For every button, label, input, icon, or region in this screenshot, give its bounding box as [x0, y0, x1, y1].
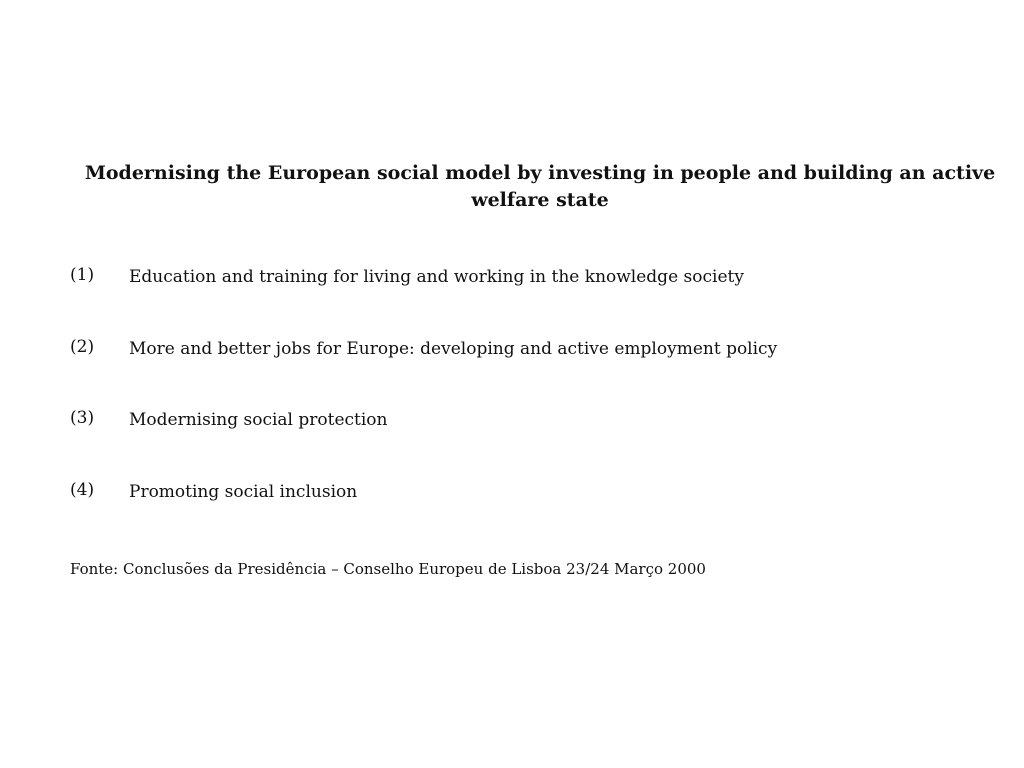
list-item-text: Modernising social protection [129, 410, 388, 430]
list-item-text: More and better jobs for Europe: developing and active employment policy [129, 338, 778, 359]
list-item-number: (4) [70, 479, 95, 500]
list-item-number: (1) [70, 265, 95, 285]
list-item [70, 266, 970, 338]
list-item-text: Education and training for living and working in the knowledge society [129, 267, 744, 287]
list-item-number: (3) [70, 408, 95, 428]
list-item-text: Promoting social inclusion [129, 481, 358, 502]
source-citation: Fonte: Conclusões da Presidência – Conselho Europeu de Lisboa 23/24 Março 2000 [70, 560, 706, 578]
list-item [70, 481, 970, 553]
slide-title: Modernising the European social model by investing in people and building an active welfare state [84, 162, 996, 211]
numbered-list [70, 266, 970, 552]
list-item-number: (2) [70, 336, 95, 357]
list-item [70, 338, 970, 410]
list-item [70, 409, 970, 481]
